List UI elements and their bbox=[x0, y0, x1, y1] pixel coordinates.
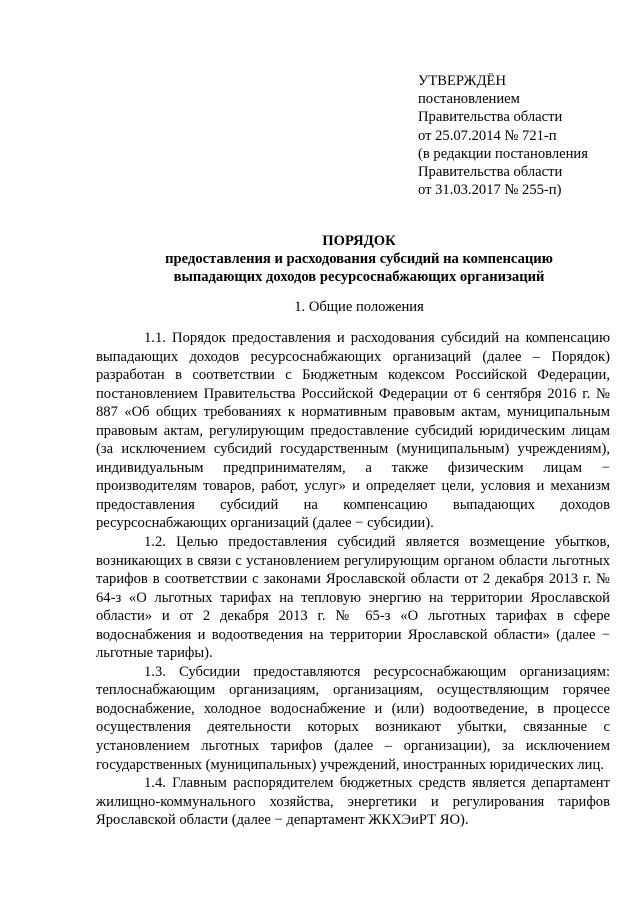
approval-line: (в редакции постановления bbox=[418, 145, 588, 162]
approval-line: от 31.03.2017 № 255-п) bbox=[418, 182, 562, 199]
section-heading: 1. Общие положения bbox=[294, 299, 424, 315]
approval-line: Правительства области bbox=[418, 109, 563, 126]
paragraph-1-3: 1.3. Субсидии предоставляются ресурсоснабжающим организациям: теплоснабжающим организациям, организациям, осуществляющим горячее водоснабжение, холодное водоснабжение и (или) водоотведение, в процессе осуществления деятельности которых возникают убытки, связанные с установлением льготных тарифов (далее – организации), за исключением государственных (муниципальных) учреждений, иностранных юридических лиц. bbox=[96, 663, 610, 773]
document-subtitle-line: выпадающих доходов ресурсоснабжающих организаций bbox=[173, 269, 545, 285]
paragraph-1-1: 1.1. Порядок предоставления и расходования субсидий на компенсацию выпадающих доходов ресурсоснабжающих организаций (далее – Порядок) разработан в соответствии с Бюджетным кодексом Российской Федерации, постановлением Правительства Российской Федерации от 6 сентября 2016 г. № 887 «Об общих требованиях к нормативным правовым актам, муниципальным правовым актам, регулирующим предоставление субсидий юридическим лицам (за исключением субсидий государственным (муниципальным) учреждениям), индивидуальным предпринимателям, а также физическим лицам − производителям товаров, работ, услуг» и определяет цели, условия и механизм предоставления субсидий на компенсацию выпадающих доходов ресурсоснабжающих организаций (далее − субсидии). bbox=[96, 330, 610, 532]
document-subtitle-line: предоставления и расходования субсидий на компенсацию bbox=[165, 251, 553, 267]
approval-line: Правительства области bbox=[418, 164, 563, 181]
approval-line: от 25.07.2014 № 721-п bbox=[418, 127, 557, 144]
paragraph-1-4: 1.4. Главным распорядителем бюджетных средств является департамент жилищно-коммунального хозяйства, энергетики и регулирования тарифов Ярославской области (далее − департамент ЖКХЭиРТ ЯО). bbox=[96, 775, 610, 829]
approval-line: УТВЕРЖДЁН bbox=[418, 73, 506, 89]
approval-stamp bbox=[418, 72, 633, 199]
document-title: ПОРЯДОК bbox=[322, 233, 396, 249]
section-body bbox=[96, 329, 610, 830]
paragraph-1-2: 1.2. Целью предоставления субсидий является возмещение убытков, возникающих в связи с установлением регулирующим органом области льготных тарифов в соответствии с законами Ярославской области от 2 декабря 2013 г. № 64-з «О льготных тарифах на тепловую энергию на территории Ярославской области» и от 2 декабря 2013 г. № 65-з «О льготных тарифах в сфере водоснабжения и водоотведения на территории Ярославской области» (далее − льготные тарифы). bbox=[96, 534, 610, 662]
document-title-block bbox=[96, 232, 622, 286]
approval-line: постановлением bbox=[418, 91, 520, 108]
